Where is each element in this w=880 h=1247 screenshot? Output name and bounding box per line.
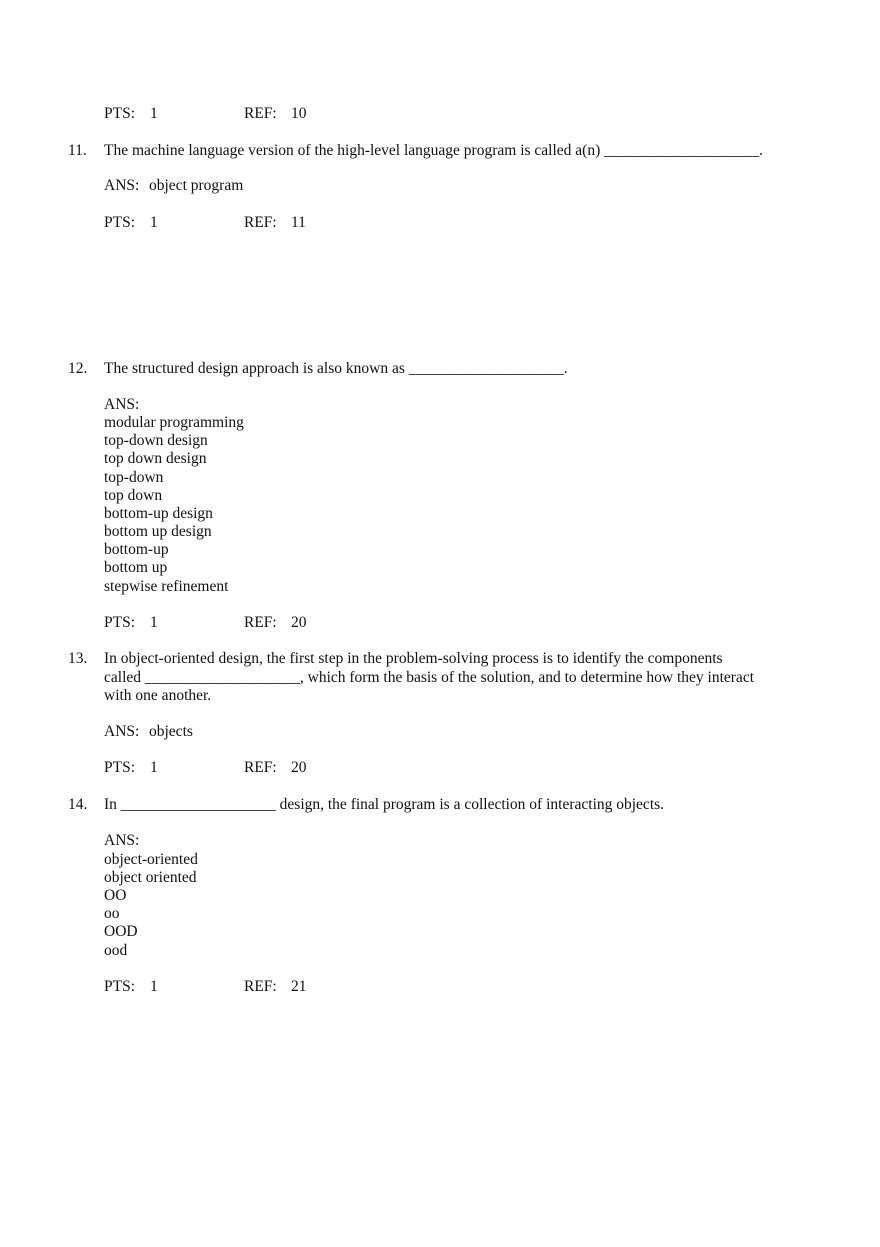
- ans-list-item: OOD: [104, 923, 138, 940]
- ref-label: REF:: [244, 214, 277, 231]
- question-text: In ____________________ design, the final program is a collection of interacting objects.: [104, 796, 665, 813]
- question-number: 13.: [68, 650, 88, 667]
- ans-list-item: ood: [104, 942, 128, 959]
- ref-value: 20: [291, 614, 307, 631]
- ans-list-item: bottom-up design: [104, 505, 213, 522]
- ref-label: REF:: [244, 614, 277, 631]
- question-number: 12.: [68, 360, 88, 377]
- pts-label: PTS:: [104, 105, 136, 122]
- ref-value: 11: [291, 214, 306, 231]
- ref-value: 10: [291, 105, 307, 122]
- question-text: called ____________________, which form the basis of the solution, and to determine how they interact: [104, 669, 755, 686]
- ans-label: ANS:: [104, 177, 140, 194]
- ans-list-item: object oriented: [104, 869, 197, 886]
- ans-list-item: top down design: [104, 450, 207, 467]
- ref-label: REF:: [244, 978, 277, 995]
- ans-list-item: top-down: [104, 469, 164, 486]
- pts-value: 1: [150, 978, 158, 995]
- question-number: 11.: [68, 142, 87, 159]
- ans-list-item: bottom up design: [104, 523, 212, 540]
- ans-list-item: bottom up: [104, 559, 168, 576]
- ans-value: objects: [149, 723, 193, 740]
- pts-value: 1: [150, 759, 158, 776]
- ans-label: ANS:: [104, 832, 140, 849]
- ans-list-item: OO: [104, 887, 127, 904]
- pts-label: PTS:: [104, 214, 136, 231]
- ans-list-item: bottom-up: [104, 541, 169, 558]
- pts-value: 1: [150, 214, 158, 231]
- ref-value: 20: [291, 759, 307, 776]
- pts-value: 1: [150, 105, 158, 122]
- pts-value: 1: [150, 614, 158, 631]
- question-text: The machine language version of the high-level language program is called a(n) ____________________.: [104, 142, 763, 159]
- question-text: with one another.: [104, 687, 212, 704]
- pts-label: PTS:: [104, 614, 136, 631]
- ans-list-item: object-oriented: [104, 851, 198, 868]
- ref-label: REF:: [244, 759, 277, 776]
- ans-value: object program: [149, 177, 244, 194]
- ans-list-item: top down: [104, 487, 163, 504]
- question-text: In object-oriented design, the first step in the problem-solving process is to identify the components: [104, 650, 723, 667]
- question-text: The structured design approach is also known as ____________________.: [104, 360, 568, 377]
- question-number: 14.: [68, 796, 88, 813]
- ans-label: ANS:: [104, 723, 140, 740]
- ref-value: 21: [291, 978, 307, 995]
- pts-label: PTS:: [104, 759, 136, 776]
- ref-label: REF:: [244, 105, 277, 122]
- ans-list-item: oo: [104, 905, 120, 922]
- ans-list-item: modular programming: [104, 414, 244, 431]
- ans-list-item: stepwise refinement: [104, 578, 229, 595]
- ans-label: ANS:: [104, 396, 140, 413]
- ans-list-item: top-down design: [104, 432, 208, 449]
- pts-label: PTS:: [104, 978, 136, 995]
